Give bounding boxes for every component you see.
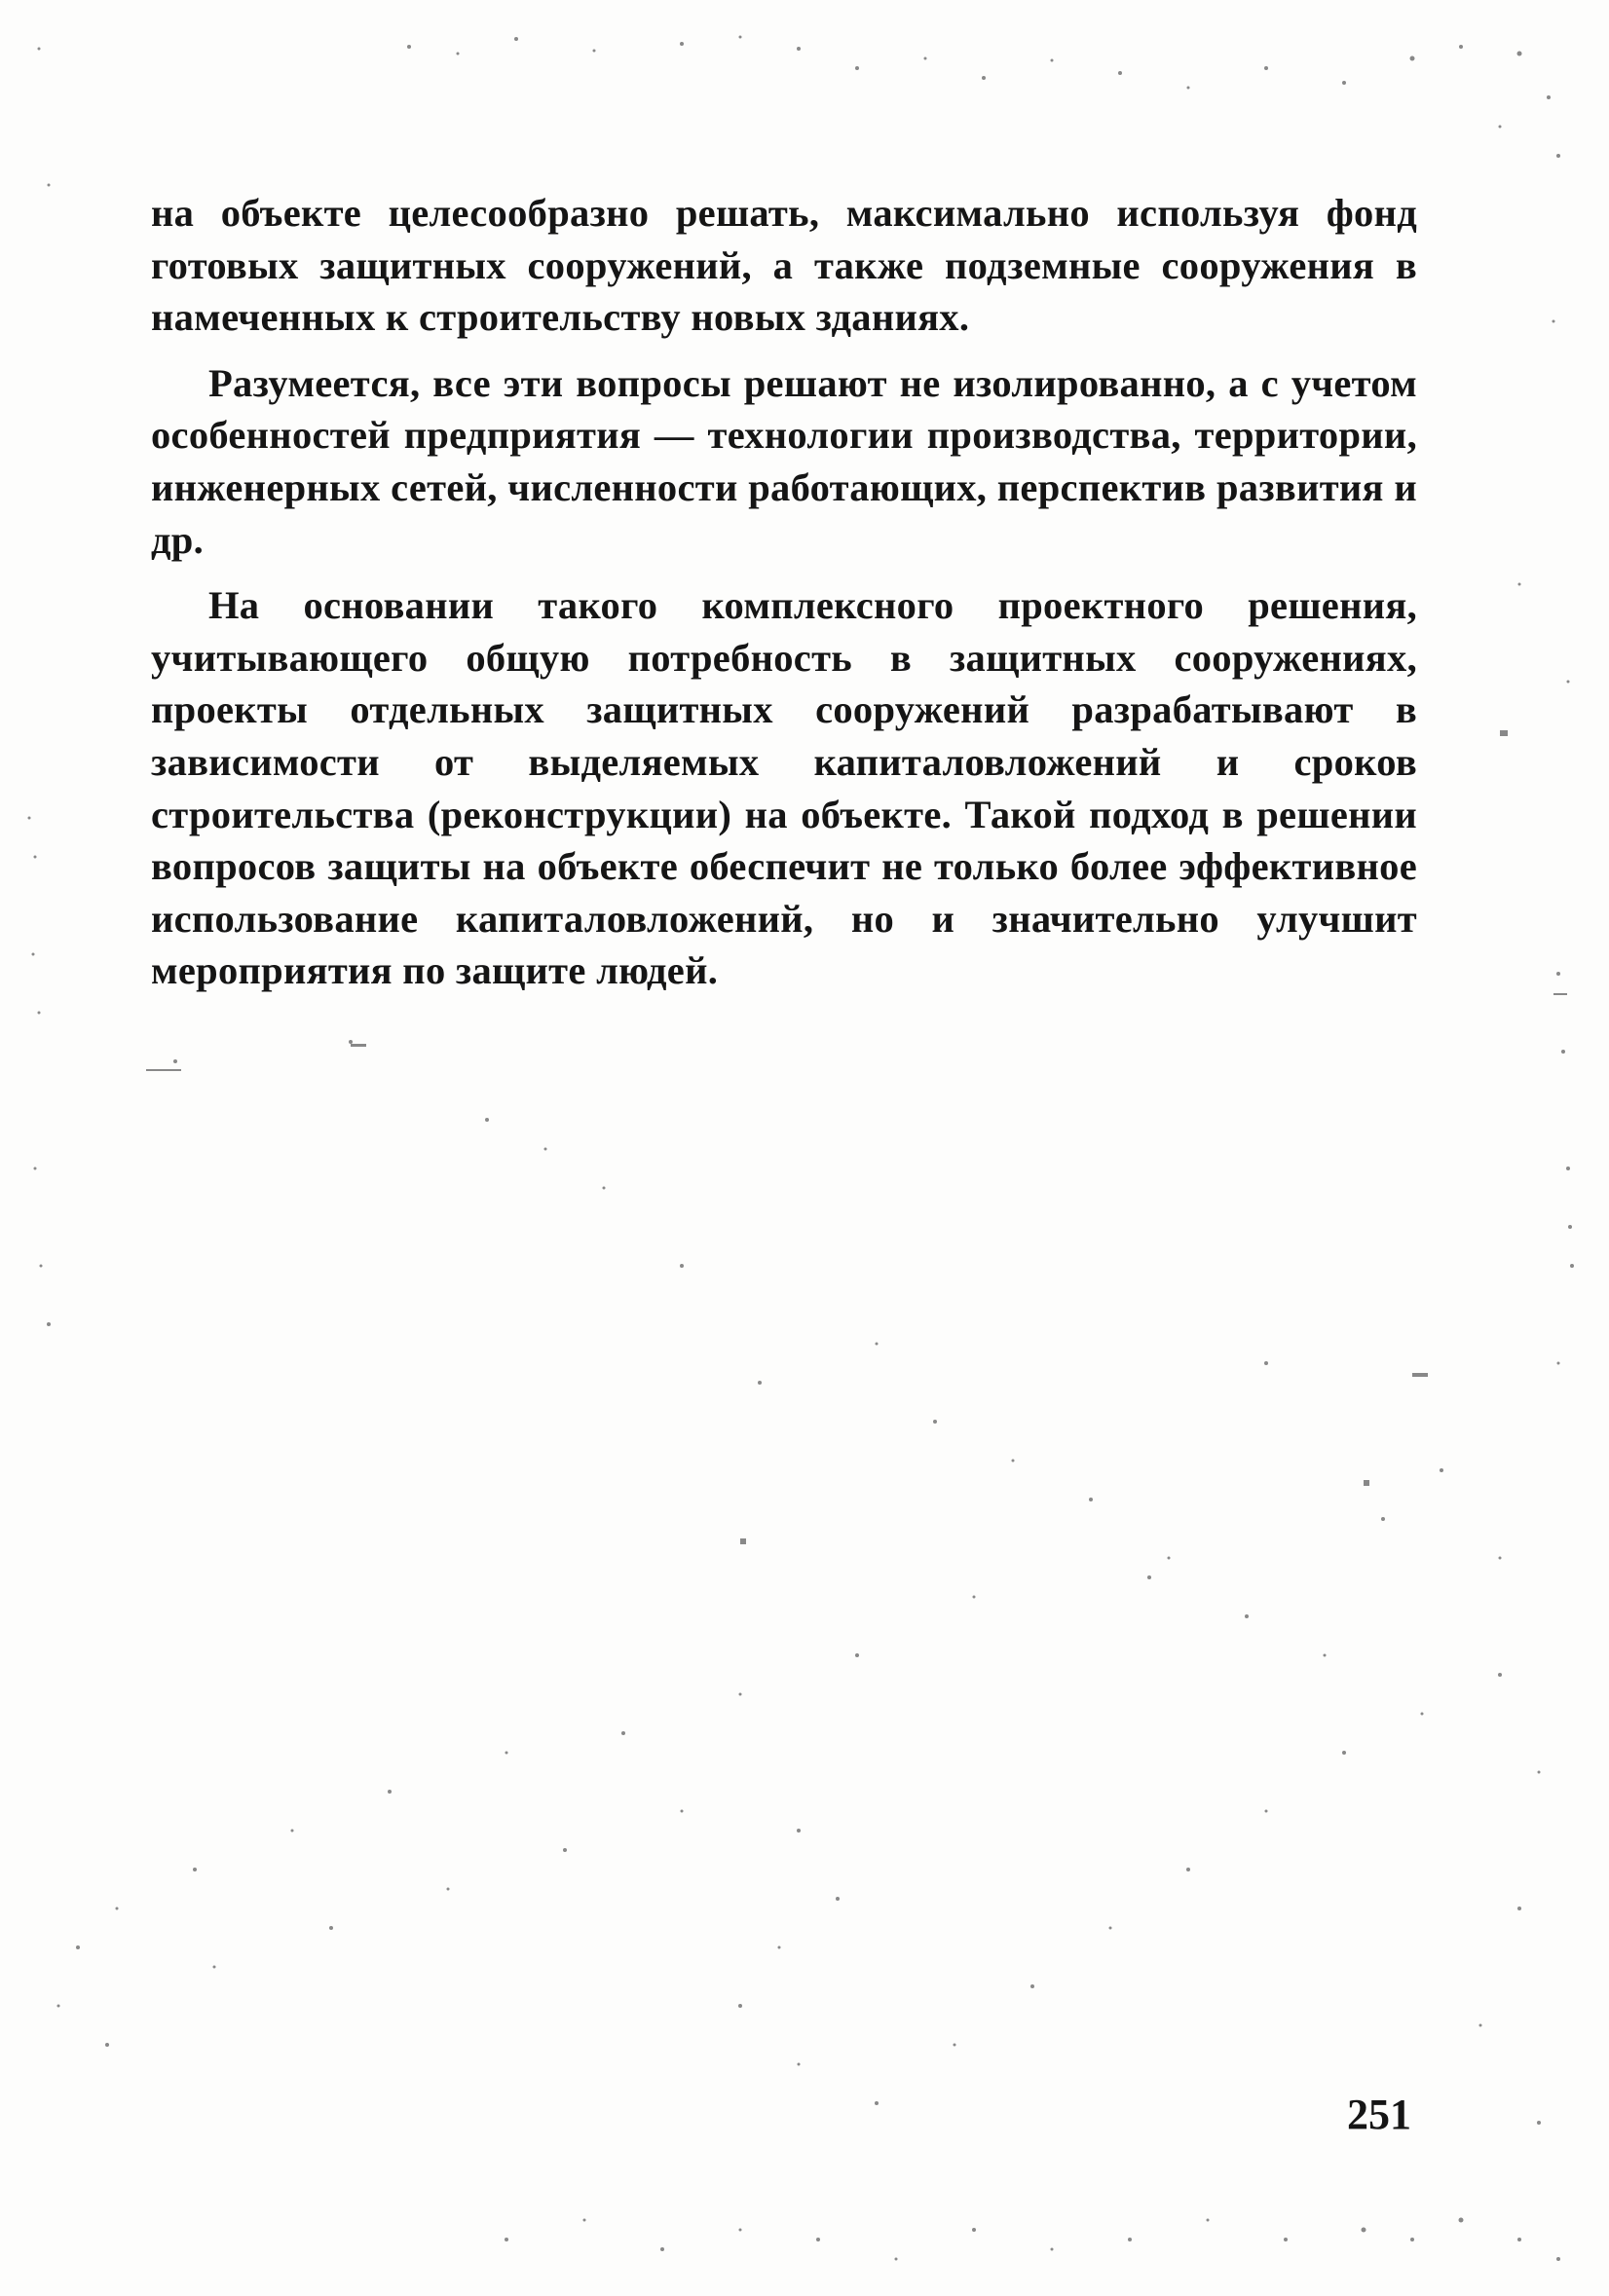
paragraph-3: На основании такого комплексного проектного решения, учитывающего общую потребность в защитных сооружениях, проекты отдельных защитных сооружений разрабатывают в зависимости от выделяемых капиталовложений и сроков строительства (реконструкции) на объекте. Такой подход в решении вопросов защиты на объекте обеспечит не только более эффективное использование капиталовложений, но и значительно улучшит мероприятия по защите людей. [151,583,1417,993]
page-number: 251 [1347,2091,1411,2138]
body-text [151,187,1417,1011]
paragraph-1: на объекте целесообразно решать, максимально используя фонд готовых защитных сооружений, а также подземные сооружения в намеченных к строительству новых зданиях. [151,191,1417,340]
paragraph-2: Разумеется, все эти вопросы решают не изолированно, а с учетом особенностей предприятия — технологии производства, территории, инженерных сетей, численности работающих, перспектив развития и др. [151,360,1417,562]
